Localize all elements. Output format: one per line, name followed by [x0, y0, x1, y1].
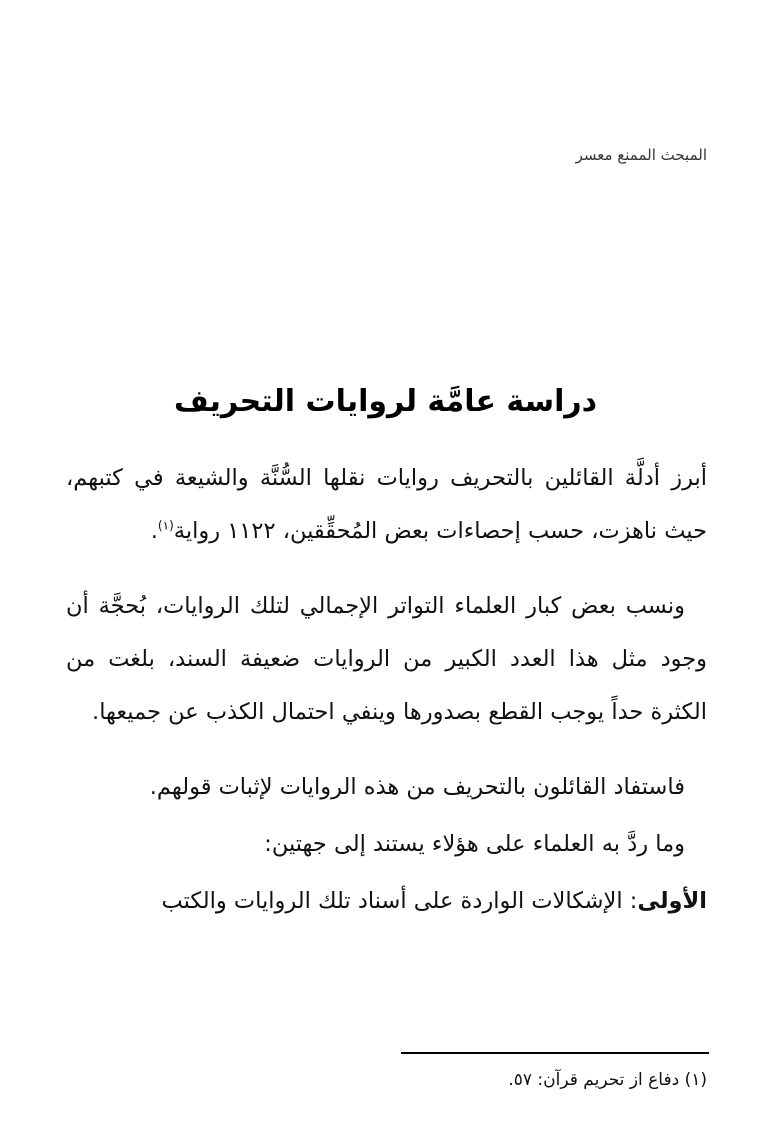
footnote-divider [401, 1052, 709, 1054]
running-header: المبحث الممنع معسر [575, 146, 707, 164]
paragraph-5 [66, 875, 707, 928]
paragraph-3: فاستفاد القائلون بالتحريف من هذه الروايات لإثبات قولهم. [149, 774, 685, 800]
paragraph-5-text: : الإشكالات الواردة على أسناد تلك الروايات والكتب [161, 888, 638, 914]
paragraph-5-lead: الأولى [637, 888, 707, 914]
paragraph-4: وما ردَّ به العلماء على هؤلاء يستند إلى جهتين: [264, 831, 685, 857]
footnote-ref[interactable]: (١) [157, 518, 174, 533]
section-title: دراسة عامَّة لروايات التحريف [173, 384, 598, 419]
paragraph-1-text: أبرز أدلَّة القائلين بالتحريف روايات نقلها السُّنَّة والشيعة في كتبهم، حيث ناهزت، حسب إحصاءات بعض المُحقِّقين، ١١٢٢ رواية [66, 465, 707, 544]
paragraph-1-end: . [150, 518, 158, 544]
paragraph-2: ونسب بعض كبار العلماء التواتر الإجمالي لتلك الروايات، بُحجَّة أن وجود مثل هذا العدد الكبير من الروايات ضعيفة السند، بلغت من الكثرة حداً يوجب القطع بصدورها وينفي احتمال الكذب عن جميعها. [66, 593, 707, 725]
footnote: (١) دفاع از تحريم قرآن: ٥٧. [508, 1070, 707, 1090]
body-text [66, 452, 707, 950]
paragraph-1 [66, 452, 707, 558]
